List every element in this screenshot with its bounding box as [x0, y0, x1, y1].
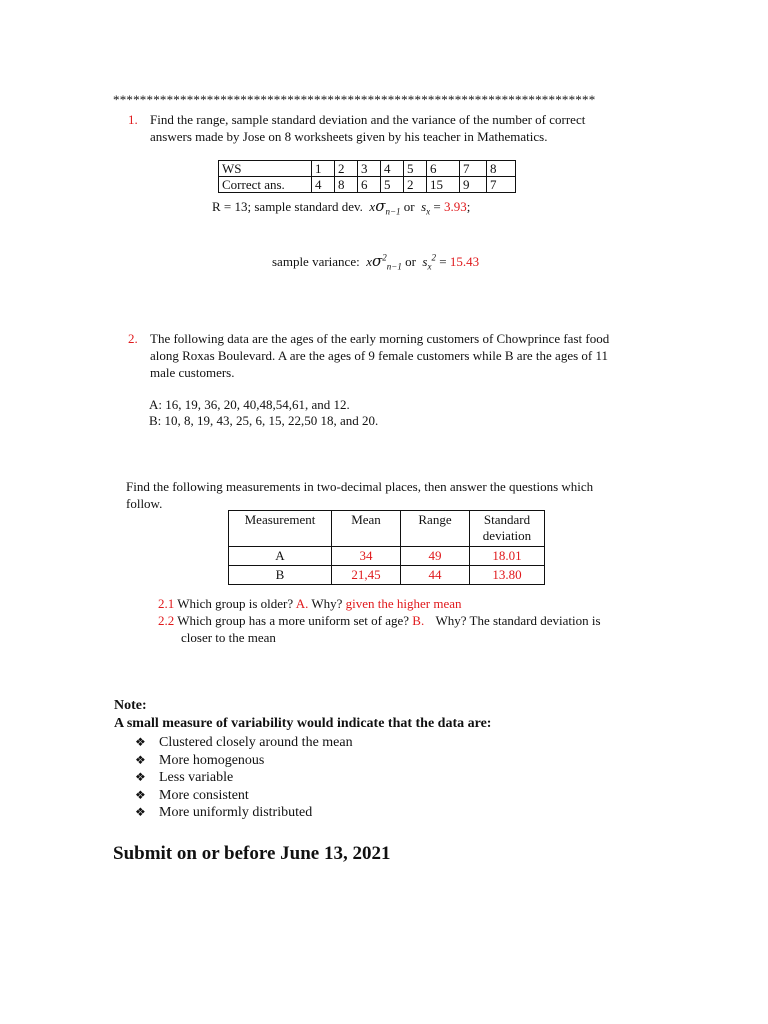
sd-symbol: $x\sigma_{n-1}$: [366, 197, 401, 217]
deadline: Submit on or before June 13, 2021: [113, 843, 391, 864]
list-item: ❖ More consistent: [135, 787, 249, 803]
table-row: [229, 547, 545, 566]
note-list: [135, 734, 353, 822]
sub-question-2-1: 2.1 Which group is older? A. Why? given the higher mean: [158, 596, 462, 611]
table-header: Measurement: [229, 511, 332, 547]
table-cell: 9: [460, 177, 487, 193]
table-cell: 6: [427, 161, 460, 177]
table-cell: 4: [312, 177, 335, 193]
table-cell: 7: [487, 177, 516, 193]
table-cell: 4: [381, 161, 404, 177]
table-row: [229, 566, 545, 585]
table-cell: 5: [404, 161, 427, 177]
table-cell: 7: [460, 161, 487, 177]
table-cell: 13.80: [470, 566, 545, 585]
measurement-table: [228, 510, 545, 585]
list-item: ❖ More homogenous: [135, 752, 265, 768]
worksheet-row-ws: [219, 161, 516, 177]
diamond-bullet-icon: ❖: [135, 752, 146, 767]
sd-value: 3.93: [444, 199, 467, 214]
table-cell: WS: [219, 161, 312, 177]
table-header: Range: [401, 511, 470, 547]
table-cell: 44: [401, 566, 470, 585]
question-1-text: [150, 111, 660, 145]
table-cell: 5: [381, 177, 404, 193]
question-2-text: [150, 330, 660, 381]
variance-symbol: $x\sigma^2_{n-1}$: [362, 252, 402, 272]
question-2-line-1: The following data are the ages of the early morning customers of Chowprince fast food: [150, 331, 610, 346]
data-b: B: 10, 8, 19, 43, 25, 6, 15, 22,50 18, and 20.: [149, 413, 379, 428]
table-cell: 18.01: [470, 547, 545, 566]
table-header: Standard deviation: [470, 511, 545, 547]
table-cell: 49: [401, 547, 470, 566]
worksheet-table: [218, 160, 516, 193]
question-1-line-2: answers made by Jose on 8 worksheets given by his teacher in Mathematics.: [150, 129, 548, 144]
worksheet-row-correct: [219, 177, 516, 193]
variance-value: 15.43: [449, 254, 480, 269]
question-2-number: 2.: [128, 331, 138, 346]
sub-question-2-2-continued: closer to the mean: [181, 630, 276, 645]
table-cell: B: [229, 566, 332, 585]
table-cell: 15: [427, 177, 460, 193]
question-1-number: 1.: [128, 112, 138, 127]
list-item: ❖ Less variable: [135, 770, 234, 785]
table-header: Mean: [332, 511, 401, 547]
table-cell: 8: [487, 161, 516, 177]
sx-squared-symbol: $s_x^2$: [419, 252, 436, 272]
table-cell: 34: [332, 547, 401, 566]
question-2-line-3: male customers.: [150, 365, 235, 380]
table-cell: Correct ans.: [219, 177, 312, 193]
instruction-line-1: Find the following measurements in two-decimal places, then answer the questions which: [126, 479, 594, 494]
table-cell: 1: [312, 161, 335, 177]
data-a: A: 16, 19, 36, 20, 40,48,54,61, and 12.: [149, 397, 350, 412]
sub-question-2-2: 2.2 Which group has a more uniform set of age? B. Why? The standard deviation is: [158, 613, 601, 628]
table-cell: 8: [335, 177, 358, 193]
instruction-line-2: follow.: [126, 496, 163, 511]
question-1-line-1: Find the range, sample standard deviation and the variance of the number of correct: [150, 112, 586, 127]
diamond-bullet-icon: ❖: [135, 805, 146, 819]
table-cell: 2: [335, 161, 358, 177]
note-title: Note:: [114, 698, 147, 713]
table-cell: 21,45: [332, 566, 401, 585]
question-2-line-2: along Roxas Boulevard. A are the ages of 9 female customers while B are the ages of 11: [150, 348, 608, 363]
note-statement: A small measure of variability would indicate that the data are:: [114, 716, 492, 731]
list-item: ❖ Clustered closely around the mean: [135, 735, 353, 750]
table-cell: A: [229, 547, 332, 566]
sx-symbol: $s_x$: [417, 199, 431, 217]
diamond-bullet-icon: ❖: [135, 735, 146, 749]
q1-variance: sample variance: $x\sigma^2_{n-1}$ or $s_x^2 = 15.43$: [272, 252, 480, 272]
instruction: [126, 478, 656, 512]
diamond-bullet-icon: ❖: [135, 787, 146, 802]
table-cell: 3: [358, 161, 381, 177]
diamond-bullet-icon: ❖: [135, 770, 146, 784]
table-cell: 6: [358, 177, 381, 193]
list-item: ❖ More uniformly distributed: [135, 805, 313, 820]
separator-line: ************************************************************************: [113, 92, 596, 107]
table-cell: 2: [404, 177, 427, 193]
measurement-header-row: [229, 511, 545, 547]
q1-range-and-sd: R = 13; sample standard dev. $x\sigma_{n-1}$ or $s_x = 3.93$;: [212, 197, 471, 217]
